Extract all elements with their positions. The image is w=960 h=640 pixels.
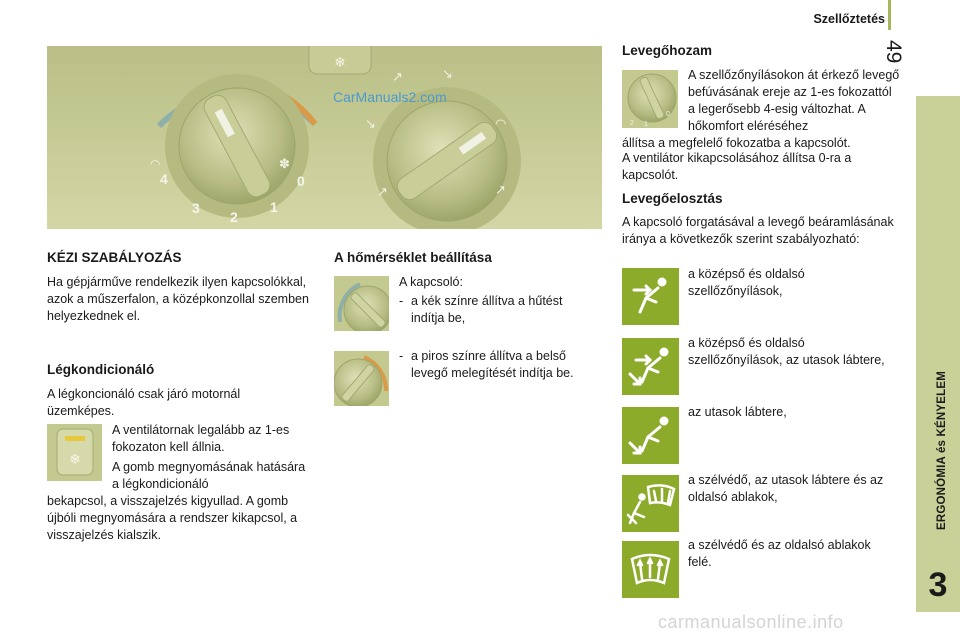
face-feet-vent-icon	[622, 338, 679, 395]
ac-note-button-rest: bekapcsol, a visszajelzés kigyullad. A gomb újbóli megnyomására a rendszer kikapcsol, a visszajelzés kialszik.	[47, 494, 298, 542]
svg-text:1: 1	[644, 121, 648, 128]
ac-button-thumbnail	[47, 424, 102, 481]
dial-number-3: 3	[192, 200, 200, 216]
ac-note-fan: A ventilátornak legalább az 1-es fokozaton kell állnia.	[112, 423, 290, 454]
distribution-heading: Levegőelosztás	[622, 191, 723, 206]
mode-3-text: az utasok lábtere,	[688, 405, 787, 419]
airflow-heading: Levegőhozam	[622, 43, 713, 58]
chapter-tab	[916, 96, 960, 558]
airflow-text: A szellőzőnyílásokon át érkező levegő befúvásának ereje az 1-es fokozattól a legerősebb 4-esig változhat. A hőkomfort eléréséhez	[688, 68, 900, 133]
temperature-heading: A hőmérséklet beállítása	[334, 250, 492, 265]
snowflake-icon: ❄	[69, 452, 81, 468]
airflow-text-rest-2: A ventilátor kikapcsolásához állítsa 0-ra a kapcsolót.	[622, 151, 852, 182]
mode-5-icon-box	[622, 541, 679, 598]
header-rule	[888, 0, 891, 30]
ac-text: A légkoncionáló csak járó motornál üzemképes.	[47, 387, 241, 418]
svg-text:0: 0	[666, 111, 670, 118]
svg-text:↗: ↗	[495, 183, 506, 198]
svg-text:↘: ↘	[365, 117, 376, 132]
feet-vent-icon	[622, 407, 679, 464]
windscreen-defrost-icon	[622, 541, 679, 598]
temp-knob-cold-thumbnail	[334, 276, 389, 331]
fan-knob-thumbnail	[622, 70, 678, 128]
manual-control-text: Ha gépjárműve rendelkezik ilyen kapcsolókkal, azok a műszerfalon, a középkonzollal szemben helyezkednek el.	[47, 275, 309, 323]
control-panel-photo	[47, 46, 602, 229]
distribution-text: A kapcsoló forgatásával a levegő beáramlásának iránya a következők szerint szabályozható:	[622, 215, 894, 246]
page-number: 49	[882, 40, 905, 64]
temperature-item-cold: - a kék színre állítva a hűtést indítja be,	[399, 294, 563, 325]
windscreen-feet-icon	[622, 475, 679, 532]
mode-2-text: a középső és oldalsó szellőzőnyílások, az utasok lábtere,	[688, 336, 885, 367]
chapter-number: 3	[928, 566, 948, 604]
ac-heading: Légkondicionáló	[47, 362, 155, 377]
photo-watermark: CarManuals2.com	[333, 89, 447, 105]
mode-3-icon-box	[622, 407, 679, 464]
airflow-text-rest-1: állítsa a megfelelő fokozatba a kapcsolót.	[622, 136, 851, 150]
svg-text:❄: ❄	[334, 55, 346, 71]
ac-note-button: A gomb megnyomásának hatására a légkondicionáló	[112, 460, 306, 491]
section-title: Szellőztetés	[813, 12, 885, 26]
control-panel-illustration	[47, 46, 602, 229]
manual-control-heading: KÉZI SZABÁLYOZÁS	[47, 250, 182, 265]
mode-1-text: a középső és oldalsó szellőzőnyílások,	[688, 267, 805, 298]
svg-text:↘: ↘	[442, 67, 453, 82]
footer-watermark: carmanualsonline.info	[658, 612, 844, 632]
dial-number-4: 4	[160, 171, 168, 187]
svg-text:◠: ◠	[495, 117, 507, 132]
svg-text:2: 2	[630, 120, 634, 127]
temperature-intro: A kapcsoló:	[399, 275, 463, 289]
mode-4-icon-box	[622, 475, 679, 532]
chapter-title: ERGONÓMIA és KÉNYELEM	[936, 370, 948, 530]
svg-text:↗: ↗	[377, 185, 388, 200]
svg-text:↗: ↗	[392, 70, 403, 85]
face-vent-icon	[622, 268, 679, 325]
temperature-item-warm: - a piros színre állítva a belső levegő melegítését indítja be.	[399, 349, 574, 380]
mode-5-text: a szélvédő és az oldalsó ablakok felé.	[688, 538, 871, 569]
svg-text:✽: ✽	[279, 157, 290, 172]
dial-number-1: 1	[270, 199, 278, 215]
dial-number-2: 2	[230, 209, 238, 225]
temp-knob-warm-thumbnail	[334, 351, 389, 406]
mode-1-icon-box	[622, 268, 679, 325]
mode-2-icon-box	[622, 338, 679, 395]
mode-4-text: a szélvédő, az utasok lábtere és az oldalsó ablakok,	[688, 473, 884, 504]
dial-number-0: 0	[297, 173, 305, 189]
svg-text:◠: ◠	[150, 157, 161, 171]
